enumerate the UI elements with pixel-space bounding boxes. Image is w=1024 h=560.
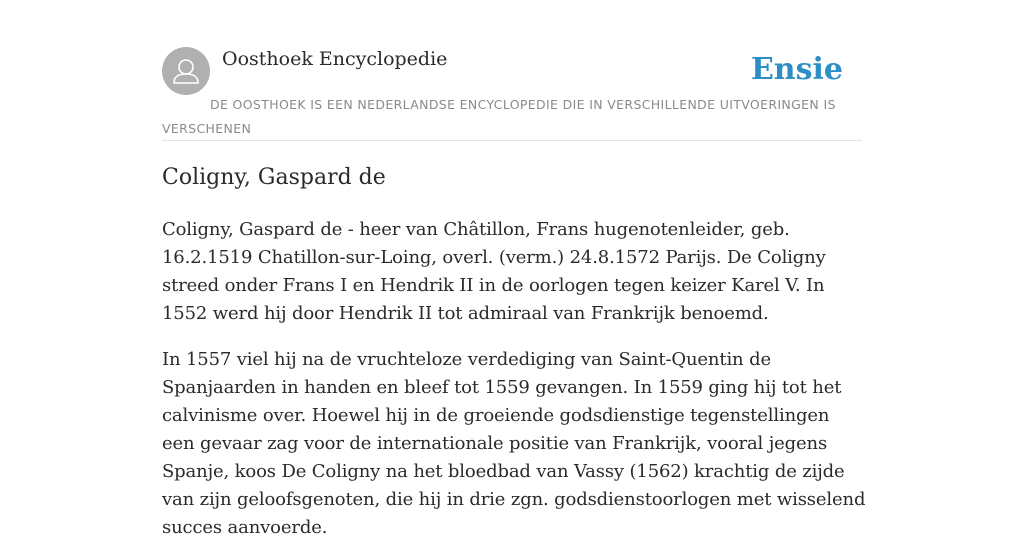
source-name[interactable]: Oosthoek Encyclopedie (222, 48, 448, 70)
user-silhouette-icon (162, 47, 210, 95)
source-tagline: DE OOSTHOEK IS EEN NEDERLANDSE ENCYCLOPEDIE DIE IN VERSCHILLENDE UITVOERINGEN IS VERSCHENEN (162, 97, 836, 136)
source-avatar[interactable] (162, 47, 210, 95)
ensie-logo[interactable]: Ensie (750, 52, 843, 87)
source-header (162, 47, 862, 141)
article-paragraph: In 1557 viel hij na de vruchteloze verdediging van Saint-Quentin de Spanjaarden in handen en bleef tot 1559 gevangen. In 1559 ging hij tot het calvinisme over. Hoewel hij in de groeiende godsdienstige tegenstellingen een gevaar zag voor de internationale positie van Frankrijk, vooral jegens Spanje, koos De Coligny na het bloedbad van Vassy (1562) krachtig de zijde van zijn geloofsgenoten, die hij in drie zgn. godsdienstoorlogen met wisselend succes aanvoerde. (162, 349, 866, 538)
article-body (162, 216, 867, 560)
article-paragraph: Coligny, Gaspard de - heer van Châtillon, Frans hugenotenleider, geb. 16.2.1519 Chatillon-sur-Loing, overl. (verm.) 24.8.1572 Parijs. De Coligny streed onder Frans I en Hendrik II in de oorlogen tegen keizer Karel V. In 1552 werd hij door Hendrik II tot admiraal van Frankrijk benoemd. (162, 219, 826, 324)
article-title: Coligny, Gaspard de (162, 165, 386, 190)
